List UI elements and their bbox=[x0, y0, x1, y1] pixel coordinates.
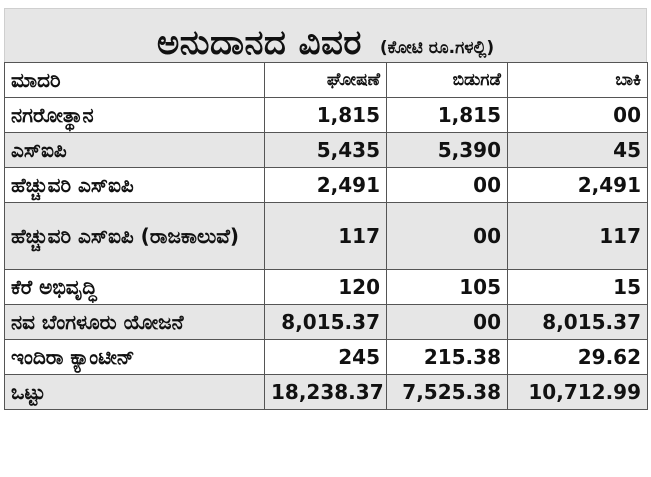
row-released: 00 bbox=[387, 305, 508, 340]
row-released: 5,390 bbox=[387, 133, 508, 168]
row-announced: 18,238.37 bbox=[265, 375, 387, 410]
column-header-released: ಬಿಡುಗಡೆ bbox=[387, 63, 508, 98]
column-header-balance: ಬಾಕಿ bbox=[508, 63, 648, 98]
row-released: 105 bbox=[387, 270, 508, 305]
table-row bbox=[5, 133, 648, 168]
title-bar bbox=[4, 8, 647, 62]
row-announced: 2,491 bbox=[265, 168, 387, 203]
row-balance: 2,491 bbox=[508, 168, 648, 203]
row-balance: 117 bbox=[508, 203, 648, 270]
table-row bbox=[5, 305, 648, 340]
row-category: ಇಂದಿರಾ ಕ್ಯಾಂಟೀನ್ bbox=[5, 340, 265, 375]
row-category: ಒಟ್ಟು bbox=[5, 375, 265, 410]
row-balance: 00 bbox=[508, 98, 648, 133]
row-category: ಎಸ್‌ಐಪಿ bbox=[5, 133, 265, 168]
row-category: ನಗರೋತ್ಥಾನ bbox=[5, 98, 265, 133]
page-title: ಅನುದಾನದ ವಿವರ bbox=[156, 23, 362, 63]
unit-subtitle: (ಕೋಟಿ ರೂ.ಗಳಲ್ಲಿ) bbox=[379, 38, 495, 58]
column-header-announced: ಘೋಷಣೆ bbox=[265, 63, 387, 98]
row-released: 00 bbox=[387, 168, 508, 203]
row-category: ಹೆಚ್ಚುವರಿ ಎಸ್‌ಐಪಿ (ರಾಜಕಾಲುವೆ) bbox=[5, 203, 265, 270]
row-released: 7,525.38 bbox=[387, 375, 508, 410]
row-category: ಹೆಚ್ಚುವರಿ ಎಸ್‌ಐಪಿ bbox=[5, 168, 265, 203]
row-balance: 15 bbox=[508, 270, 648, 305]
row-announced: 8,015.37 bbox=[265, 305, 387, 340]
table-row-total bbox=[5, 375, 648, 410]
table-row bbox=[5, 203, 648, 270]
row-announced: 5,435 bbox=[265, 133, 387, 168]
table-header-row bbox=[5, 63, 648, 98]
row-announced: 245 bbox=[265, 340, 387, 375]
table-row bbox=[5, 340, 648, 375]
row-released: 00 bbox=[387, 203, 508, 270]
row-announced: 120 bbox=[265, 270, 387, 305]
row-category: ನವ ಬೆಂಗಳೂರು ಯೋಜನೆ bbox=[5, 305, 265, 340]
row-announced: 1,815 bbox=[265, 98, 387, 133]
row-released: 1,815 bbox=[387, 98, 508, 133]
table-row bbox=[5, 168, 648, 203]
row-announced: 117 bbox=[265, 203, 387, 270]
table-row bbox=[5, 270, 648, 305]
column-header-category: ಮಾದರಿ bbox=[5, 63, 265, 98]
row-balance: 10,712.99 bbox=[508, 375, 648, 410]
row-category: ಕೆರೆ ಅಭಿವೃದ್ಧಿ bbox=[5, 270, 265, 305]
table-row bbox=[5, 98, 648, 133]
row-balance: 29.62 bbox=[508, 340, 648, 375]
row-released: 215.38 bbox=[387, 340, 508, 375]
row-balance: 45 bbox=[508, 133, 648, 168]
row-balance: 8,015.37 bbox=[508, 305, 648, 340]
grant-table bbox=[4, 62, 648, 410]
